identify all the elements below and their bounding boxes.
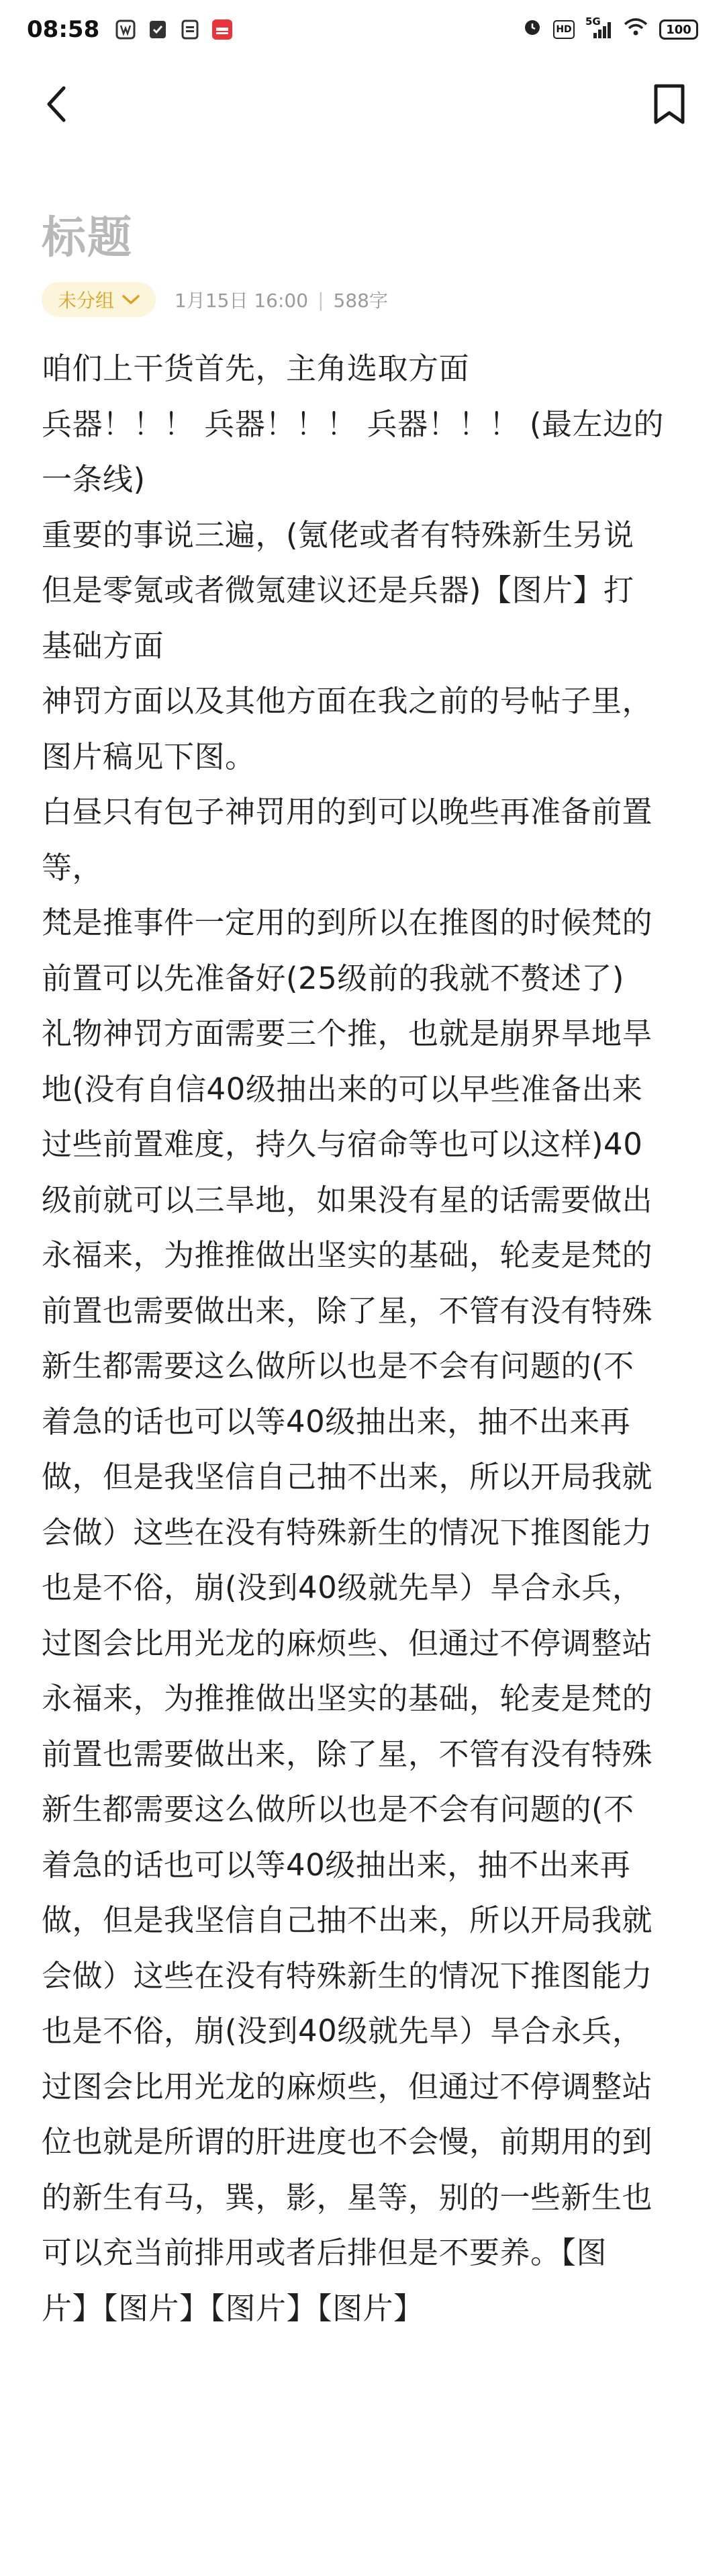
back-button[interactable] (32, 81, 79, 128)
notification-doc-icon (180, 19, 200, 40)
status-left (27, 16, 232, 43)
note-body-line: 会做）这些在没有特殊新生的情况下推图能力 (42, 1957, 653, 1994)
status-right (522, 17, 698, 42)
note-body-line: 也是不俗，崩(没到40级就先旱）旱合永兵， (42, 2013, 643, 2049)
note-body-line: 前置可以先准备好(25级前的我就不赘述了) (42, 960, 624, 996)
hd-icon (553, 20, 575, 39)
top-nav-bar (0, 67, 725, 141)
note-body-line: 永福来，为推推做出坚实的基础，轮麦是梵的 (42, 1237, 653, 1273)
note-body-line: 前置也需要做出来，除了星，不管有没有特殊 (42, 1292, 653, 1329)
note-date: 1月15日 16:00 (175, 290, 309, 312)
note-body-line: 片】【图片】【图片】【图片】 (42, 2290, 424, 2326)
note-body-line: 会做）这些在没有特殊新生的情况下推图能力 (42, 1514, 653, 1550)
note-body-line: 做，但是我坚信自己抽不出来，所以开局我就 (42, 1902, 653, 1938)
hd-label: HD (556, 24, 572, 35)
chevron-down-icon (121, 293, 141, 306)
note-body-line: 神罚方面以及其他方面在我之前的号帖子里， (42, 683, 653, 719)
note-body-line: 做，但是我坚信自己抽不出来，所以开局我就 (42, 1459, 653, 1495)
wifi-icon (623, 17, 648, 42)
group-selector-chip[interactable] (42, 282, 156, 317)
note-body-line: 也是不俗，崩(没到40级就先旱）旱合永兵， (42, 1570, 643, 1605)
note-body-line: 过些前置难度，持久与宿命等也可以这样)40 (42, 1126, 643, 1162)
status-time: 08:58 (27, 16, 100, 43)
note-body-line: 白昼只有包子神罚用的到可以晚些再准备前置 (42, 794, 653, 830)
meta-separator: | (318, 288, 324, 311)
note-body-line: 礼物神罚方面需要三个推，也就是崩界旱地旱 (42, 1016, 653, 1051)
notification-check-icon (148, 19, 168, 40)
battery-level: 100 (666, 22, 691, 37)
notification-app-icon (115, 19, 136, 40)
note-body-line: 过图会比用光龙的麻烦些、但通过不停调整站 (42, 1625, 653, 1661)
status-bar (0, 0, 725, 59)
note-body-line: 地(没有自信40级抽出来的可以早些准备出来 (42, 1071, 643, 1107)
bookmark-button[interactable] (646, 81, 693, 128)
note-title-field[interactable]: 标题 (42, 212, 133, 263)
note-body-line: 着急的话也可以等40级抽出来，抽不出来再 (42, 1403, 631, 1439)
note-body-line: 过图会比用光龙的麻烦些，但通过不停调整站 (42, 2068, 653, 2104)
note-body-line: 可以充当前排用或者后排但是不要养。【图 (42, 2235, 608, 2270)
note-body-line: 等， (42, 849, 103, 885)
note-meta-info (175, 286, 388, 313)
note-body-line: 级前就可以三旱地，如果没有星的话需要做出 (42, 1182, 653, 1218)
note-body-line: 新生都需要这么做所以也是不会有问题的(不 (42, 1791, 634, 1827)
notification-shop-icon (212, 19, 232, 40)
note-body-editor[interactable] (42, 341, 686, 2336)
alarm-icon (522, 17, 542, 42)
note-body-line: 一条线) (42, 461, 146, 497)
bookmark-icon (652, 83, 687, 125)
chevron-left-icon (42, 84, 69, 124)
note-body-line: 永福来，为推推做出坚实的基础，轮麦是梵的 (42, 1681, 653, 1716)
note-body-line: 的新生有马，巽，影，星等，别的一些新生也 (42, 2179, 653, 2215)
note-body-line: 新生都需要这么做所以也是不会有问题的(不 (42, 1348, 634, 1384)
note-body-line: 着急的话也可以等40级抽出来，抽不出来再 (42, 1847, 631, 1883)
note-body-line: 梵是推事件一定用的到所以在推图的时候梵的 (42, 905, 653, 940)
note-body-line: 但是零氪或者微氪建议还是兵器)【图片】打 (42, 572, 634, 608)
note-body-line: 位也就是所谓的肝进度也不会慢，前期用的到 (42, 2124, 653, 2160)
note-word-count: 588字 (333, 290, 388, 312)
cellular-signal-icon (585, 15, 612, 40)
note-body-line: 基础方面 (42, 627, 164, 664)
note-body-line: 重要的事说三遍，(氪佬或者有特殊新生另说 (42, 517, 634, 553)
note-body-line: 咱们上干货首先，主角选取方面 (42, 351, 470, 386)
note-body-line: 兵器！！！ 兵器！！！ 兵器！！！ (最左边的 (42, 406, 664, 442)
note-body-line: 前置也需要做出来，除了星，不管有没有特殊 (42, 1736, 653, 1772)
note-meta-row (42, 281, 388, 318)
network-type-label: 5G (585, 15, 601, 28)
group-label: 未分组 (58, 290, 115, 312)
note-body-line: 图片稿见下图。 (42, 738, 256, 774)
battery-icon (659, 19, 698, 40)
